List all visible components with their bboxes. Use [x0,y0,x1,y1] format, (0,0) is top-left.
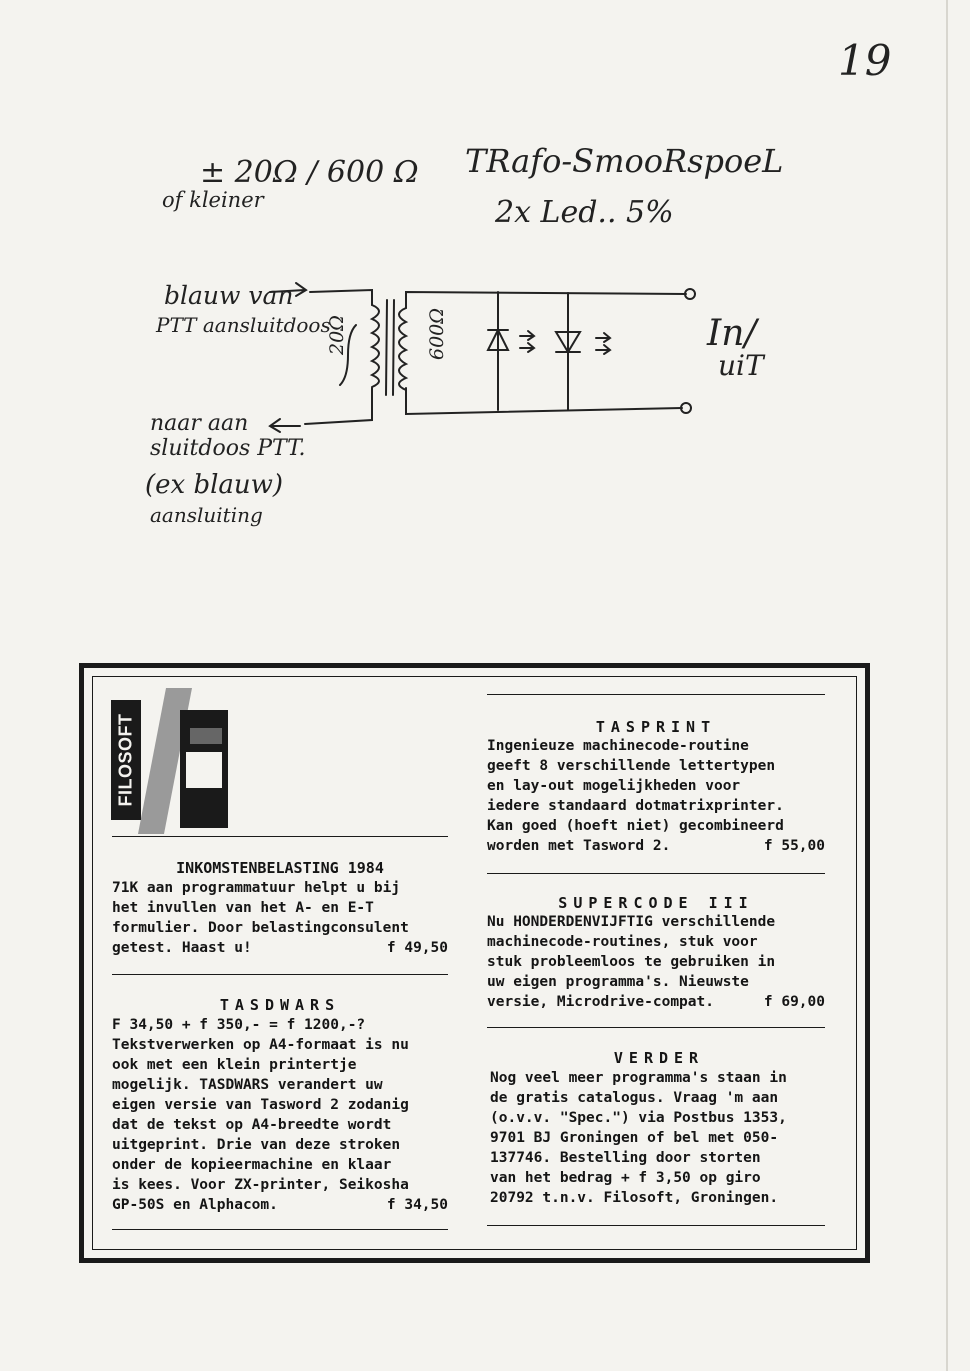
blue-from-label: blauw van [164,281,294,310]
text-line: Nu HONDERDENVIJFTIG verschillende [487,914,776,930]
text-line: Nog veel meer programma's staan in [490,1070,787,1086]
text-line: eigen versie van Tasword 2 zodanig [112,1097,409,1113]
text-line: stuk probleemloos te gebruiken in [487,954,776,970]
page-number: 19 [838,36,892,85]
text-line: 20792 t.n.v. Filosoft, Groningen. [490,1190,779,1206]
text-line: ook met een klein printertje [112,1057,357,1073]
inkomsten-title: INKOMSTENBELASTING 1984 [176,859,384,877]
text-line: Tekstverwerken op A4-formaat is nu [112,1037,409,1053]
price: f 69,00 [763,994,825,1010]
to-connection-label: naar aan [150,411,249,436]
text-line: van het bedrag + f 3,50 op giro [490,1170,761,1186]
divider [487,1225,825,1226]
or-smaller-note: of kleiner [162,188,264,212]
text-line: getest. Haast u! f 49,50 [112,940,448,956]
impedance-note: ± 20Ω / 600 Ω [200,155,419,190]
text-line: 9701 BJ Groningen of bel met 050- [490,1130,779,1146]
divider [112,1229,448,1230]
text-line: Kan goed (hoeft niet) gecombineerd [487,818,784,834]
price: f 34,50 [386,1197,448,1213]
text-line: de gratis catalogus. Vraag 'm aan [490,1090,779,1106]
wire [406,388,682,414]
blue-from-label: PTT aansluitdoos [156,313,331,337]
text-line: 71K aan programmatuur helpt u bij [112,880,401,896]
text-line: het invullen van het A- en E-T [112,900,374,916]
price: f 55,00 [763,838,825,854]
wire [406,292,686,308]
circuit-diagram [0,0,970,560]
verder-body [490,1068,828,1208]
text-line: dat de tekst op A4-breedte wordt [112,1117,392,1133]
to-connection-label: (ex blauw) [145,470,284,500]
tasdwars-title: TASDWARS [219,996,341,1014]
supercode-body [487,912,825,1012]
wire [305,388,372,424]
arrow-right-icon [520,331,534,352]
transformer-core [386,300,387,395]
arrow-left-icon [270,419,300,432]
coil-left-label: 20Ω [326,315,348,355]
supercode-title: SUPERCODE III [558,894,754,912]
arrow-right-icon [596,333,610,354]
text-line: en lay-out mogelijkheden voor [487,778,741,794]
text-line: worden met Tasword 2. f 55,00 [487,838,825,854]
text-line: formulier. Door belastingconsulent [112,920,409,936]
divider [487,1027,825,1028]
text-line: uitgeprint. Drie van deze stroken [112,1137,401,1153]
tasdwars-body [112,1015,448,1215]
text-line: geeft 8 verschillende lettertypen [487,758,776,774]
text-line: machinecode-routines, stuk voor [487,934,758,950]
io-label: In/ [707,313,757,354]
to-connection-label: sluitdoos PTT. [150,436,306,461]
price: f 49,50 [386,940,448,956]
arrow-right-icon [270,283,306,296]
trafo-title: TRafo-SmooRspoeL [465,142,784,180]
text-line: versie, Microdrive-compat. f 69,00 [487,994,825,1010]
coil-right-label: 600Ω [426,307,448,360]
logo-wordmark: FILOSOFT [111,700,141,820]
verder-title: VERDER [613,1049,705,1067]
inkomsten-body [112,878,448,958]
divider [487,694,825,695]
text-line: iedere standaard dotmatrixprinter. [487,798,784,814]
io-label: uiT [718,349,764,382]
tasprint-body [487,736,825,856]
text-line: Ingenieuze machinecode-routine [487,738,749,754]
wire [310,290,372,305]
transformer-core [393,300,394,395]
to-connection-label: aansluiting [150,503,263,527]
text-line: mogelijk. TASDWARS verandert uw [112,1077,383,1093]
text-line: 137746. Bestelling door storten [490,1150,761,1166]
text-line: uw eigen programma's. Nieuwste [487,974,749,990]
tasprint-title: TASPRINT [595,718,717,736]
text-line: GP-50S en Alphacom. f 34,50 [112,1197,448,1213]
coil-right [399,308,406,390]
divider [112,974,448,975]
led-note: 2x Led.. 5% [495,195,674,230]
brace [340,325,356,385]
text-line: onder de kopieermachine en klaar [112,1157,392,1173]
text-line: F 34,50 + f 350,- = f 1200,-? [112,1017,366,1033]
divider [112,836,448,837]
divider [487,873,825,874]
text-line: is kees. Voor ZX-printer, Seikosha [112,1177,409,1193]
coil-left [372,305,379,387]
text-line: (o.v.v. "Spec.") via Postbus 1353, [490,1110,787,1126]
